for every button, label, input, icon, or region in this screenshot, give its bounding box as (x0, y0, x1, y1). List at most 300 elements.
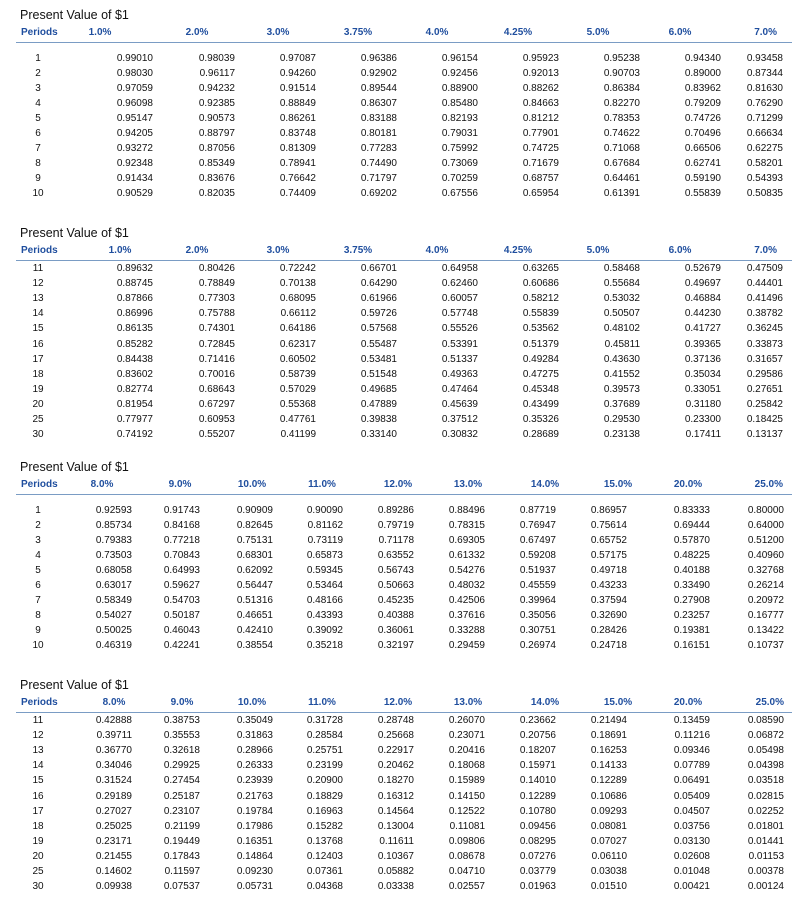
value-cell: 0.49718 (590, 565, 627, 576)
value-cell: 0.22917 (377, 745, 414, 757)
period-cell: 14 (32, 760, 44, 772)
value-cell: 0.95147 (116, 113, 153, 124)
value-cell: 0.51937 (519, 565, 556, 576)
value-cell: 0.29530 (603, 414, 640, 425)
value-cell: 0.82645 (236, 520, 273, 531)
value-cell: 0.68757 (522, 173, 559, 184)
value-cell: 0.79719 (377, 520, 414, 531)
value-cell: 0.57175 (590, 550, 627, 561)
value-cell: 0.01963 (519, 881, 556, 893)
value-cell: 0.85734 (95, 520, 132, 531)
value-cell: 0.29189 (95, 790, 132, 802)
value-cell: 0.71068 (603, 143, 640, 154)
value-cell: 0.77303 (198, 293, 235, 305)
value-cell: 0.46884 (684, 293, 721, 305)
value-cell: 0.03038 (590, 866, 627, 877)
period-cell: 7 (35, 143, 41, 154)
period-cell: 8 (35, 158, 41, 169)
value-cell: 0.49363 (441, 368, 478, 380)
value-cell: 0.81954 (116, 398, 153, 410)
value-cell: 0.46319 (95, 640, 132, 651)
table-title: Present Value of $1 (20, 460, 129, 474)
value-cell: 0.65873 (306, 550, 343, 561)
rate-header: 3.0% (266, 27, 290, 38)
rate-header: 10.0% (237, 697, 267, 708)
value-cell: 0.74192 (116, 429, 153, 441)
value-cell: 0.30751 (519, 625, 556, 636)
value-cell: 0.57748 (441, 308, 478, 320)
value-cell: 0.34046 (95, 760, 132, 772)
periods-header: Periods (21, 245, 58, 256)
value-cell: 0.49284 (522, 353, 559, 365)
value-cell: 0.88900 (441, 83, 478, 94)
value-cell: 0.60686 (522, 278, 559, 290)
value-cell: 0.09230 (236, 866, 273, 877)
value-cell: 0.18691 (590, 730, 627, 742)
value-cell: 0.07537 (163, 881, 200, 893)
table-row (0, 97, 797, 110)
value-cell: 0.37136 (684, 353, 721, 365)
value-cell: 0.83748 (279, 128, 316, 139)
table-row (0, 368, 797, 381)
period-cell: 10 (32, 640, 44, 651)
period-cell: 9 (35, 173, 41, 184)
value-cell: 0.86384 (603, 83, 640, 94)
value-cell: 0.06872 (747, 730, 784, 742)
rate-header: 4.25% (503, 27, 533, 38)
value-cell: 0.89000 (684, 68, 721, 79)
period-cell: 6 (35, 580, 41, 591)
value-cell: 0.69305 (448, 535, 485, 546)
value-cell: 0.86261 (279, 113, 316, 124)
period-cell: 16 (32, 790, 44, 802)
table-row (0, 729, 797, 742)
rate-header: 13.0% (453, 479, 483, 490)
value-cell: 0.60502 (279, 353, 316, 365)
value-cell: 0.25187 (163, 790, 200, 802)
value-cell: 0.59345 (306, 565, 343, 576)
value-cell: 0.70496 (684, 128, 721, 139)
periods-header: Periods (21, 27, 58, 38)
period-cell: 5 (35, 113, 41, 124)
value-cell: 0.97059 (116, 83, 153, 94)
value-cell: 0.55839 (522, 308, 559, 320)
value-cell: 0.25842 (746, 398, 783, 410)
period-cell: 17 (32, 805, 44, 817)
value-cell: 0.85480 (441, 98, 478, 109)
value-cell: 0.53562 (522, 323, 559, 335)
value-cell: 0.21199 (164, 820, 200, 832)
table-row (0, 338, 797, 351)
value-cell: 0.80000 (747, 505, 784, 516)
period-cell: 30 (32, 881, 44, 893)
value-cell: 0.09346 (673, 745, 710, 757)
value-cell: 0.35056 (519, 610, 556, 621)
value-cell: 0.13137 (746, 429, 783, 441)
value-cell: 0.14010 (519, 775, 556, 787)
periods-header: Periods (21, 697, 58, 708)
value-cell: 0.43499 (522, 398, 559, 410)
period-cell: 20 (32, 398, 44, 410)
value-cell: 0.82270 (603, 98, 640, 109)
value-cell: 0.33873 (746, 338, 783, 350)
value-cell: 0.77977 (116, 414, 153, 425)
value-cell: 0.54393 (746, 173, 783, 184)
value-cell: 0.74409 (279, 188, 316, 199)
value-cell: 0.41552 (603, 368, 640, 380)
value-cell: 0.75788 (198, 308, 235, 320)
value-cell: 0.81212 (522, 113, 559, 124)
value-cell: 0.48225 (673, 550, 710, 561)
header-row (16, 242, 792, 261)
value-cell: 0.66506 (684, 143, 721, 154)
value-cell: 0.55839 (684, 188, 721, 199)
period-cell: 14 (32, 308, 44, 320)
value-cell: 0.70138 (279, 278, 316, 290)
value-cell: 0.31863 (236, 730, 273, 742)
value-cell: 0.67684 (603, 158, 640, 169)
period-cell: 25 (32, 414, 44, 425)
value-cell: 0.41496 (746, 293, 783, 305)
value-cell: 0.62741 (684, 158, 721, 169)
value-cell: 0.26333 (236, 760, 273, 772)
period-cell: 17 (32, 353, 44, 365)
value-cell: 0.05498 (747, 745, 784, 757)
value-cell: 0.03518 (747, 775, 784, 787)
value-cell: 0.64290 (360, 278, 397, 290)
value-cell: 0.06110 (591, 850, 627, 862)
value-cell: 0.57029 (279, 383, 316, 395)
table-row (0, 639, 797, 652)
rate-header: 1.0% (108, 245, 132, 256)
value-cell: 0.71178 (378, 535, 414, 546)
table-row (0, 52, 797, 65)
rate-header: 3.75% (343, 27, 373, 38)
value-cell: 0.14864 (236, 850, 273, 862)
value-cell: 0.83962 (684, 83, 721, 94)
value-cell: 0.29925 (163, 760, 200, 772)
value-cell: 0.09456 (519, 820, 556, 832)
value-cell: 0.70016 (198, 368, 235, 380)
value-cell: 0.10737 (747, 640, 784, 651)
value-cell: 0.86996 (116, 308, 153, 320)
value-cell: 0.28584 (306, 730, 343, 742)
table-row (0, 307, 797, 320)
value-cell: 0.02815 (747, 790, 784, 802)
value-cell: 0.79031 (441, 128, 478, 139)
value-cell: 0.20462 (377, 760, 414, 772)
value-cell: 0.10780 (519, 805, 556, 817)
value-cell: 0.75614 (590, 520, 627, 531)
value-cell: 0.33140 (360, 429, 397, 441)
value-cell: 0.36245 (746, 323, 783, 335)
table-title: Present Value of $1 (20, 8, 129, 22)
value-cell: 0.90529 (116, 188, 153, 199)
period-cell: 2 (35, 68, 41, 79)
value-cell: 0.70843 (163, 550, 200, 561)
period-cell: 1 (35, 53, 41, 64)
table-row (0, 820, 797, 833)
value-cell: 0.54703 (163, 595, 200, 606)
value-cell: 0.02252 (747, 805, 784, 817)
value-cell: 0.28966 (236, 745, 273, 757)
value-cell: 0.55207 (198, 429, 235, 441)
table-row (0, 322, 797, 335)
value-cell: 0.55368 (279, 398, 316, 410)
value-cell: 0.74301 (198, 323, 235, 335)
value-cell: 0.91743 (163, 505, 200, 516)
period-cell: 8 (35, 610, 41, 621)
value-cell: 0.15282 (306, 820, 343, 832)
header-row (16, 694, 792, 713)
value-cell: 0.52679 (684, 263, 721, 274)
value-cell: 0.91434 (116, 173, 153, 184)
value-cell: 0.83602 (116, 368, 153, 380)
value-cell: 0.14150 (448, 790, 485, 802)
value-cell: 0.07276 (519, 850, 556, 862)
value-cell: 0.23662 (519, 715, 556, 726)
value-cell: 0.66112 (280, 308, 316, 320)
period-cell: 3 (35, 83, 41, 94)
value-cell: 0.43393 (306, 610, 343, 621)
value-cell: 0.95238 (603, 53, 640, 64)
table-row (0, 292, 797, 305)
value-cell: 0.63265 (522, 263, 559, 274)
value-cell: 0.25025 (95, 820, 132, 832)
rate-header: 3.75% (343, 245, 373, 256)
value-cell: 0.90573 (198, 113, 235, 124)
value-cell: 0.92456 (441, 68, 478, 79)
value-cell: 0.51548 (360, 368, 397, 380)
value-cell: 0.60057 (441, 293, 478, 305)
rate-header: 25.0% (755, 697, 784, 708)
header-row (16, 24, 792, 43)
value-cell: 0.47275 (522, 368, 559, 380)
rate-header: 13.0% (453, 697, 483, 708)
value-cell: 0.26070 (448, 715, 485, 726)
value-cell: 0.15971 (519, 760, 556, 772)
table-row (0, 187, 797, 200)
value-cell: 0.03779 (519, 866, 556, 877)
value-cell: 0.19381 (673, 625, 710, 636)
value-cell: 0.73119 (307, 535, 343, 546)
value-cell: 0.87719 (519, 505, 556, 516)
value-cell: 0.98030 (116, 68, 153, 79)
value-cell: 0.57870 (673, 535, 710, 546)
value-cell: 0.82035 (198, 188, 235, 199)
rate-header: 25.0% (754, 479, 783, 490)
value-cell: 0.36061 (377, 625, 414, 636)
table-row (0, 277, 797, 290)
rate-header: 4.0% (425, 245, 449, 256)
value-cell: 0.67297 (198, 398, 235, 410)
value-cell: 0.97087 (279, 53, 316, 64)
value-cell: 0.96098 (116, 98, 153, 109)
rate-header: 12.0% (383, 479, 413, 490)
value-cell: 0.13004 (377, 820, 414, 832)
value-cell: 0.18425 (746, 414, 783, 425)
value-cell: 0.73503 (95, 550, 132, 561)
value-cell: 0.50663 (377, 580, 414, 591)
value-cell: 0.26974 (519, 640, 556, 651)
value-cell: 0.08678 (448, 850, 485, 862)
value-cell: 0.43630 (603, 353, 640, 365)
value-cell: 0.03338 (377, 881, 414, 893)
value-cell: 0.50507 (603, 308, 640, 320)
value-cell: 0.68058 (95, 565, 132, 576)
table-row (0, 413, 797, 426)
rate-header: 3.0% (266, 245, 290, 256)
value-cell: 0.12289 (590, 775, 627, 787)
value-cell: 0.24718 (590, 640, 627, 651)
period-cell: 9 (35, 625, 41, 636)
value-cell: 0.88797 (198, 128, 235, 139)
period-cell: 1 (35, 505, 41, 516)
period-cell: 18 (32, 820, 44, 832)
value-cell: 0.81162 (307, 520, 343, 531)
value-cell: 0.57568 (360, 323, 397, 335)
table-title: Present Value of $1 (20, 678, 129, 692)
period-cell: 12 (32, 278, 44, 290)
value-cell: 0.89286 (377, 505, 414, 516)
rate-header: 15.0% (603, 479, 633, 490)
value-cell: 0.66701 (360, 263, 397, 274)
value-cell: 0.09293 (590, 805, 627, 817)
value-cell: 0.47509 (746, 263, 783, 274)
value-cell: 0.10686 (590, 790, 627, 802)
table-row (0, 805, 797, 818)
value-cell: 0.35326 (522, 414, 559, 425)
value-cell: 0.18068 (448, 760, 485, 772)
period-cell: 30 (32, 429, 44, 441)
value-cell: 0.59208 (519, 550, 556, 561)
rate-header: 8.0% (102, 697, 126, 708)
period-cell: 2 (35, 520, 41, 531)
value-cell: 0.12522 (448, 805, 485, 817)
value-cell: 0.14564 (377, 805, 414, 817)
table-row (0, 594, 797, 607)
table-row (0, 534, 797, 547)
value-cell: 0.14133 (590, 760, 627, 772)
value-cell: 0.69444 (673, 520, 710, 531)
value-cell: 0.25668 (377, 730, 414, 742)
value-cell: 0.88849 (279, 98, 316, 109)
value-cell: 0.14602 (95, 866, 132, 877)
value-cell: 0.90909 (236, 505, 273, 516)
value-cell: 0.53464 (306, 580, 343, 591)
period-cell: 13 (32, 293, 44, 305)
value-cell: 0.59627 (163, 580, 200, 591)
value-cell: 0.61332 (448, 550, 485, 561)
value-cell: 0.01048 (673, 866, 710, 877)
rate-header: 4.0% (425, 27, 449, 38)
value-cell: 0.89544 (360, 83, 397, 94)
value-cell: 0.39573 (603, 383, 640, 395)
value-cell: 0.92902 (360, 68, 397, 79)
value-cell: 0.96117 (199, 68, 235, 79)
value-cell: 0.51337 (441, 353, 478, 365)
value-cell: 0.92385 (198, 98, 235, 109)
value-cell: 0.49685 (360, 383, 397, 395)
rate-header: 9.0% (170, 697, 194, 708)
value-cell: 0.51200 (747, 535, 784, 546)
value-cell: 0.67556 (441, 188, 478, 199)
value-cell: 0.08081 (590, 820, 627, 832)
value-cell: 0.41727 (684, 323, 721, 335)
value-cell: 0.09806 (448, 835, 485, 847)
value-cell: 0.61966 (360, 293, 397, 305)
value-cell: 0.53481 (360, 353, 397, 365)
table-row (0, 850, 797, 863)
value-cell: 0.11597 (164, 866, 200, 877)
value-cell: 0.62092 (236, 565, 273, 576)
value-cell: 0.03756 (673, 820, 710, 832)
table-row (0, 67, 797, 80)
value-cell: 0.86135 (116, 323, 153, 335)
value-cell: 0.01801 (747, 820, 784, 832)
value-cell: 0.36770 (95, 745, 132, 757)
value-cell: 0.19449 (163, 835, 200, 847)
table-row (0, 504, 797, 517)
value-cell: 0.33288 (448, 625, 485, 636)
value-cell: 0.13459 (673, 715, 710, 726)
value-cell: 0.69202 (360, 188, 397, 199)
value-cell: 0.47889 (360, 398, 397, 410)
value-cell: 0.59190 (684, 173, 721, 184)
value-cell: 0.89632 (116, 263, 153, 274)
rate-header: 11.0% (308, 697, 336, 708)
table-row (0, 774, 797, 787)
value-cell: 0.65752 (590, 535, 627, 546)
value-cell: 0.32618 (163, 745, 200, 757)
rate-header: 20.0% (673, 697, 703, 708)
value-cell: 0.72845 (198, 338, 235, 350)
value-cell: 0.78941 (279, 158, 316, 169)
value-cell: 0.11216 (674, 730, 710, 742)
value-cell: 0.07027 (590, 835, 627, 847)
header-row (16, 476, 792, 495)
value-cell: 0.28689 (522, 429, 559, 441)
table-row (0, 835, 797, 848)
pv-table-2 (0, 218, 797, 452)
value-cell: 0.33490 (673, 580, 710, 591)
value-cell: 0.71797 (360, 173, 397, 184)
table-row (0, 353, 797, 366)
value-cell: 0.31728 (306, 715, 343, 726)
period-cell: 4 (35, 550, 41, 561)
value-cell: 0.85349 (198, 158, 235, 169)
value-cell: 0.39838 (360, 414, 397, 425)
value-cell: 0.99010 (116, 53, 153, 64)
value-cell: 0.86957 (590, 505, 627, 516)
value-cell: 0.10367 (377, 850, 414, 862)
period-cell: 7 (35, 595, 41, 606)
rate-header: 20.0% (673, 479, 703, 490)
rate-header: 5.0% (586, 245, 610, 256)
value-cell: 0.27651 (746, 383, 783, 395)
value-cell: 0.84438 (116, 353, 153, 365)
value-cell: 0.47464 (441, 383, 478, 395)
value-cell: 0.92013 (522, 68, 559, 79)
value-cell: 0.63552 (377, 550, 414, 561)
table-row (0, 519, 797, 532)
value-cell: 0.32197 (377, 640, 414, 651)
period-cell: 15 (32, 775, 44, 787)
value-cell: 0.83188 (360, 113, 397, 124)
value-cell: 0.04710 (448, 866, 485, 877)
value-cell: 0.20900 (306, 775, 343, 787)
value-cell: 0.17411 (685, 429, 721, 441)
